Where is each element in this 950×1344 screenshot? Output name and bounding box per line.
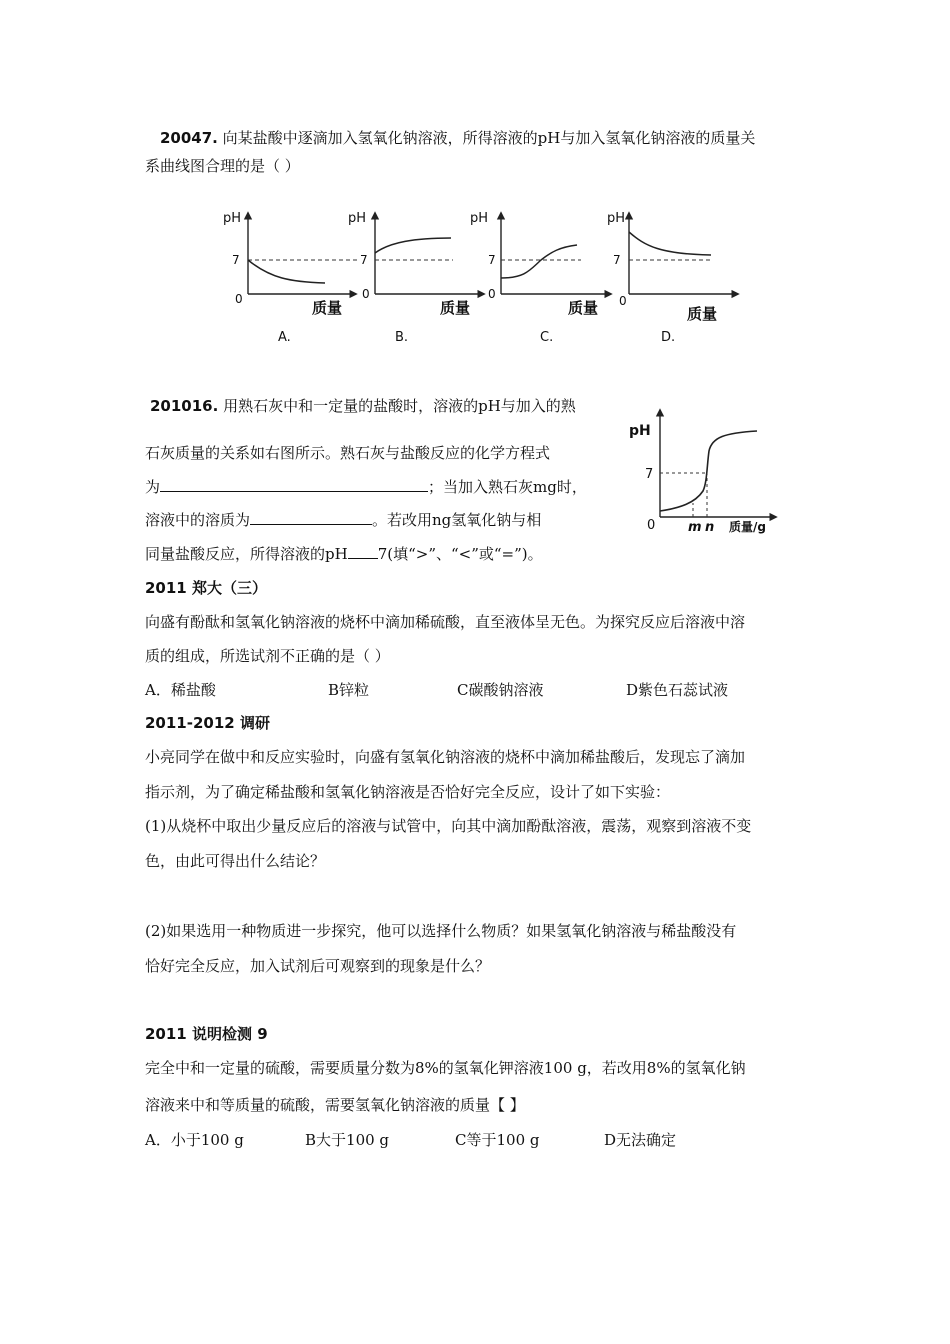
q2-blank-solute[interactable] (250, 510, 372, 525)
q5-option-a: A．小于100 g (145, 1131, 244, 1149)
q3-heading: 2011 郑大（三） (145, 579, 267, 597)
q2-text-line1: 用熟石灰中和一定量的盐酸时，溶液的pH与加入的熟 (223, 397, 576, 415)
q2-line1 (150, 396, 576, 416)
q2-line2: 石灰质量的关系如右图所示。熟石灰与盐酸反应的化学方程式 (145, 444, 551, 462)
q2-graph-n: n (705, 520, 715, 535)
q2-line4: 溶液中的溶质为 。若改用ng氢氧化钠与相 (145, 511, 542, 529)
q3-option-d: D紫色石蕊试液 (626, 681, 729, 699)
graph-a-letter: A. (278, 330, 291, 345)
q2-graph-ylabel: pH (629, 423, 651, 439)
graph-c-xlabel: 质量 (568, 299, 599, 317)
q1-number: 20047. (160, 129, 218, 147)
q2-graph-zero: 0 (647, 518, 656, 533)
graph-a-ylabel: pH (223, 211, 242, 226)
q3-line2: 质的组成，所选试剂不正确的是（ ） (145, 647, 390, 665)
q5-option-d: D无法确定 (604, 1131, 677, 1149)
graph-a-seven: 7 (232, 253, 240, 267)
graph-a (223, 211, 357, 345)
q4-line4: 色，由此可得出什么结论？ (145, 852, 326, 870)
q2-blank-compare[interactable] (348, 544, 378, 559)
graph-d-seven: 7 (613, 253, 621, 267)
q5-option-c: C等于100 g (455, 1131, 540, 1149)
q2-number: 201016. (150, 397, 219, 415)
q4-heading: 2011-2012 调研 (145, 714, 270, 732)
q2-line3: 为 ；当加入熟石灰mg时， (145, 478, 587, 496)
q3-option-a: A．稀盐酸 (145, 681, 216, 699)
q5-option-b: B大于100 g (305, 1131, 390, 1149)
graph-d-xlabel: 质量 (687, 305, 718, 323)
q1-line2: 系曲线图合理的是（ ） (145, 157, 300, 175)
graph-d (607, 211, 737, 345)
q5-line1: 完全中和一定量的硫酸，需要质量分数为8%的氢氧化钾溶液100 g，若改用8%的氢氧化钠 (145, 1059, 746, 1077)
q5-line2: 溶液来中和等质量的硫酸，需要氢氧化钠溶液的质量【 】 (145, 1096, 525, 1114)
graph-b-ylabel: pH (348, 211, 367, 226)
q4-line3: (1)从烧杯中取出少量反应后的溶液与试管中，向其中滴加酚酞溶液，震荡，观察到溶液不变 (145, 817, 752, 835)
graph-d-zero: 0 (619, 294, 627, 308)
q1-graphs (215, 200, 755, 350)
q2-graph-seven: 7 (645, 467, 654, 482)
graph-a-zero: 0 (235, 292, 243, 306)
q2-line5: 同量盐酸反应，所得溶液的pH 7(填“>”、“<”或“=”)。 (145, 545, 543, 563)
q4-line5: (2)如果选用一种物质进一步探究，他可以选择什么物质？如果氢氧化钠溶液与稀盐酸没有 (145, 922, 737, 940)
q4-line1: 小亮同学在做中和反应实验时，向盛有氢氧化钠溶液的烧杯中滴加稀盐酸后，发现忘了滴加 (145, 748, 746, 766)
q2-graph-m: m (688, 520, 702, 535)
graph-a-xlabel: 质量 (312, 299, 343, 317)
q3-line1: 向盛有酚酞和氢氧化钠溶液的烧杯中滴加稀硫酸，直至液体呈无色。为探究反应后溶液中溶 (145, 613, 746, 631)
q4-line6: 恰好完全反应，加入试剂后可观察到的现象是什么？ (145, 957, 491, 975)
graph-d-ylabel: pH (607, 211, 626, 226)
q1-text-line1: 向某盐酸中逐滴加入氢氧化钠溶液，所得溶液的pH与加入氢氧化钠溶液的质量关 (222, 129, 756, 147)
graph-b-xlabel: 质量 (440, 299, 471, 317)
q2-graph-xlabel: 质量/g (729, 520, 766, 534)
q3-option-b: B锌粒 (328, 681, 370, 699)
graph-c (470, 211, 610, 345)
q4-line2: 指示剂，为了确定稀盐酸和氢氧化钠溶液是否恰好完全反应，设计了如下实验： (145, 783, 671, 801)
graph-c-ylabel: pH (470, 211, 489, 226)
graph-c-seven: 7 (488, 253, 496, 267)
q3-option-c: C碳酸钠溶液 (457, 681, 544, 699)
graph-b (348, 211, 483, 345)
graph-b-zero: 0 (362, 287, 370, 301)
graph-b-letter: B. (395, 330, 409, 345)
q2-blank-equation[interactable] (160, 477, 428, 492)
graph-b-seven: 7 (360, 253, 368, 267)
graph-c-zero: 0 (488, 287, 496, 301)
graph-c-letter: C. (540, 330, 554, 345)
graph-d-letter: D. (661, 330, 676, 345)
q5-heading: 2011 说明检测 9 (145, 1025, 268, 1043)
q2-graph (625, 405, 785, 545)
q1-line1 (160, 128, 755, 148)
